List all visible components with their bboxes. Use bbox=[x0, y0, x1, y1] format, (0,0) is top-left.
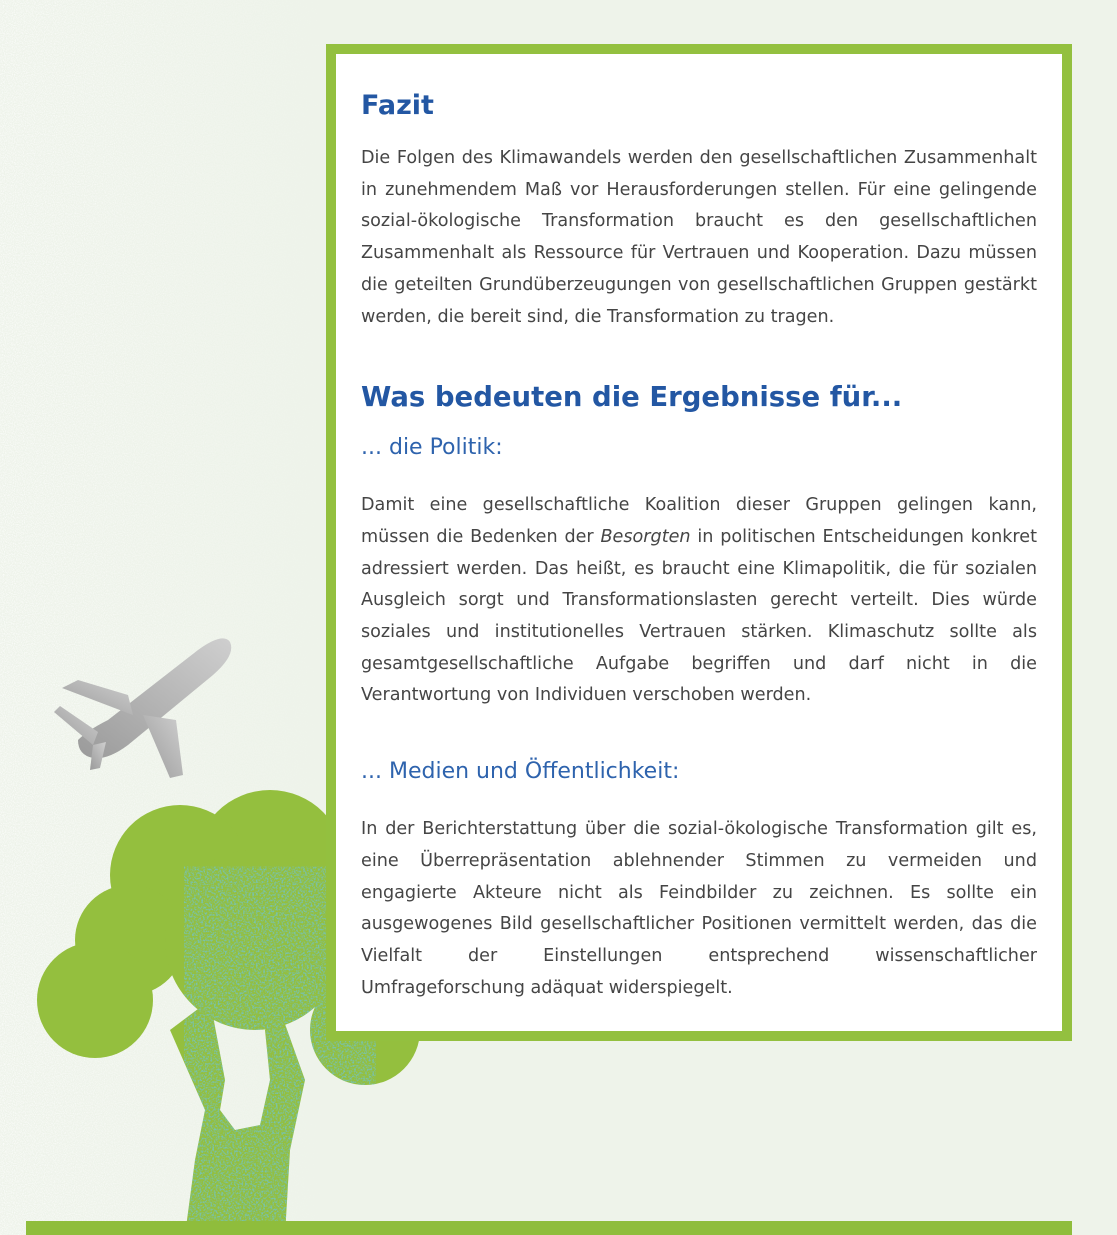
fazit-paragraph: Die Folgen des Klimawandels werden den gesellschaftlichen Zusammenhalt in zunehmendem Maß vor Herausforderungen stellen. Für eine gelingende sozial-ökologische Transformation braucht es den gesellschaftlichen Zusammenhalt als Ressource für Vertrauen und Kooperation. Dazu müssen die geteilten Grundüberzeugungen von gesellschaftlichen Gruppen gestärkt werden, die bereit sind, die Transformation zu tragen. bbox=[361, 148, 1037, 327]
fazit-heading: Fazit bbox=[361, 90, 434, 121]
politik-emphasis: Besorgten bbox=[600, 526, 691, 547]
politik-text-end: in politischen Entscheidungen konkret adressiert werden. Das heißt, es braucht eine Klimapolitik, die für sozialen Ausgleich sorgt und Transformationslasten gerecht verteilt. Dies würde soziales und institutionelles Vertrauen stärken. Klimaschutz sollte als gesamtgesellschaftliche Aufgabe begriffen und darf nicht in die Verantwortung von Individuen verschoben werden. bbox=[361, 526, 1037, 706]
airplane-icon bbox=[48, 620, 238, 790]
content-card bbox=[326, 44, 1072, 1041]
politik-paragraph bbox=[361, 490, 1037, 712]
politik-subheading: ... die Politik: bbox=[361, 435, 503, 461]
politik-text-start: Damit eine gesellschaftliche Koalition dieser Gruppen gelingen kann, müssen die Bedenken der bbox=[361, 495, 1037, 547]
medien-subheading: ... Medien und Öffentlichkeit: bbox=[361, 759, 680, 785]
bottom-bar bbox=[26, 1221, 1072, 1235]
card-content bbox=[361, 82, 1037, 1004]
results-heading: Was bedeuten die Ergebnisse für... bbox=[361, 381, 903, 414]
medien-paragraph: In der Berichterstattung über die sozial-ökologische Transformation gilt es, eine Überrepräsentation ablehnender Stimmen zu vermeiden und engagierte Akteure nicht als Feindbilder zu zeichnen. Es sollte ein ausgewogenes Bild gesellschaftlicher Positionen vermittelt werden, das die Vielfalt der Einstellungen entsprechend wissenschaftlicher Umfrageforschung adäquat widerspiegelt. bbox=[361, 819, 1037, 998]
